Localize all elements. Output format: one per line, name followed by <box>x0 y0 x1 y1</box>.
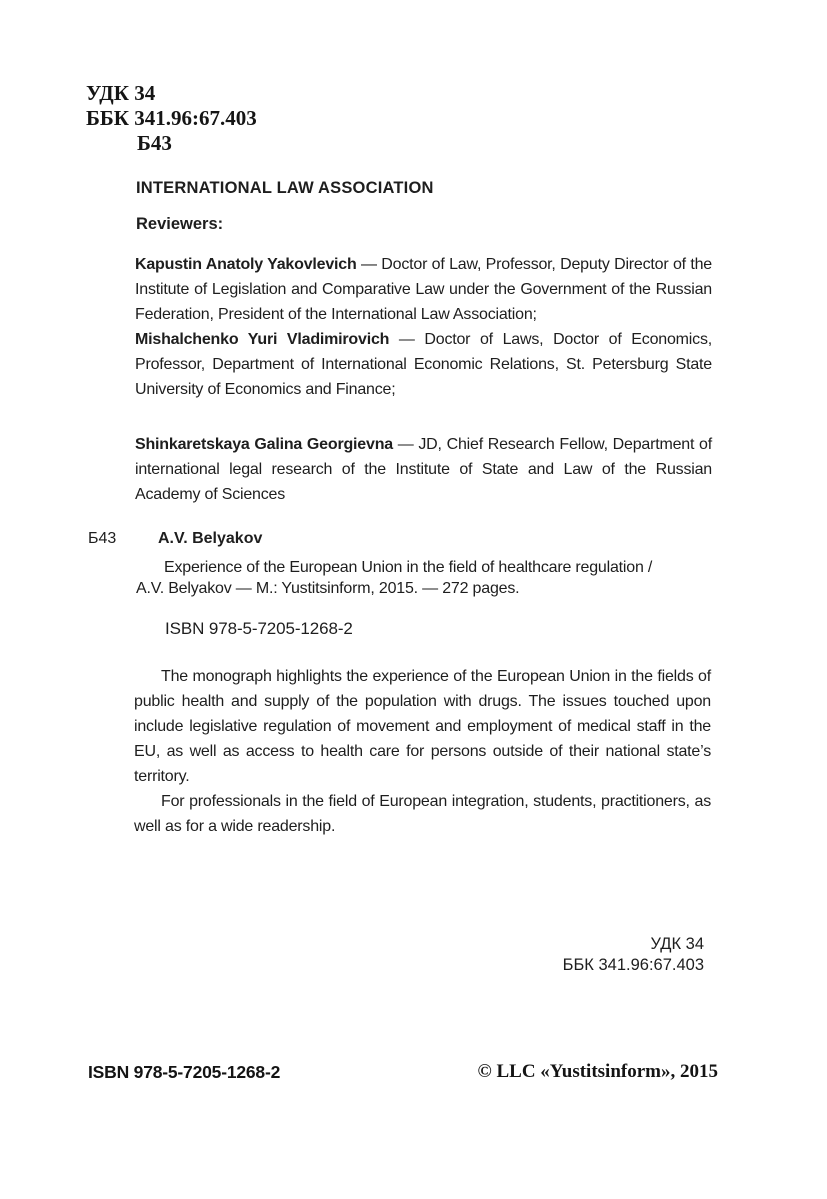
book-author: A.V. Belyakov <box>158 530 263 547</box>
reviewer-entry-kapustin <box>135 252 712 327</box>
copyright-line: © LLC «Yustitsinform», 2015 <box>477 1061 718 1082</box>
reviewer-entry-shinkaretskaya <box>135 432 712 507</box>
udk-code-bottom: УДК 34 <box>650 935 704 953</box>
classification-codes-top <box>86 81 257 156</box>
catalog-code: Б43 <box>88 530 117 547</box>
abstract <box>134 664 711 839</box>
reviewer-description: — Doctor of Laws, Doctor of Economics, Professor, Department of International Economic Relations, St. Petersburg State University of Economics and Finance; <box>135 331 712 398</box>
isbn-number: ISBN 978-5-7205-1268-2 <box>165 619 353 638</box>
classification-codes-bottom <box>563 934 704 976</box>
bibliographic-line-1: Experience of the European Union in the field of healthcare regulation / <box>164 559 653 576</box>
author-sign-code: Б43 <box>137 131 172 155</box>
reviewer-name: Mishalchenko Yuri Vladimirovich <box>135 331 390 348</box>
reviewer-description: — JD, Chief Research Fellow, Department of international legal research of the Institute of State and Law of the Russian Academy of Sciences <box>135 436 712 503</box>
bibliographic-entry <box>136 557 652 599</box>
reviewer-description: — Doctor of Law, Professor, Deputy Director of the Institute of Legislation and Comparative Law under the Government of the Russian Federation, President of the International Law Association; <box>135 256 712 323</box>
bbk-code: ББК 341.96:67.403 <box>86 106 257 130</box>
reviewer-name: Kapustin Anatoly Yakovlevich <box>135 256 357 273</box>
bbk-code-bottom: ББК 341.96:67.403 <box>562 956 704 974</box>
association-heading: INTERNATIONAL LAW ASSOCIATION <box>136 179 434 197</box>
abstract-paragraph-2: For professionals in the field of European integration, students, practitioners, as well as for a wide readership. <box>134 793 711 835</box>
isbn-footer: ISBN 978-5-7205-1268-2 <box>88 1062 281 1082</box>
reviewers-label: Reviewers: <box>136 215 224 233</box>
abstract-paragraph-1: The monograph highlights the experience of the European Union in the fields of public health and supply of the population with drugs. The issues touched upon include legislative regulation of movement and employment of medical staff in the EU, as well as access to health care for persons outside of their national state’s territory. <box>134 668 711 785</box>
bibliographic-line-2: A.V. Belyakov — M.: Yustitsinform, 2015. — 272 pages. <box>136 580 520 597</box>
reviewer-entry-mishalchenko <box>135 327 712 402</box>
reviewer-name: Shinkaretskaya Galina Georgievna <box>135 436 393 453</box>
udk-code: УДК 34 <box>86 81 156 105</box>
